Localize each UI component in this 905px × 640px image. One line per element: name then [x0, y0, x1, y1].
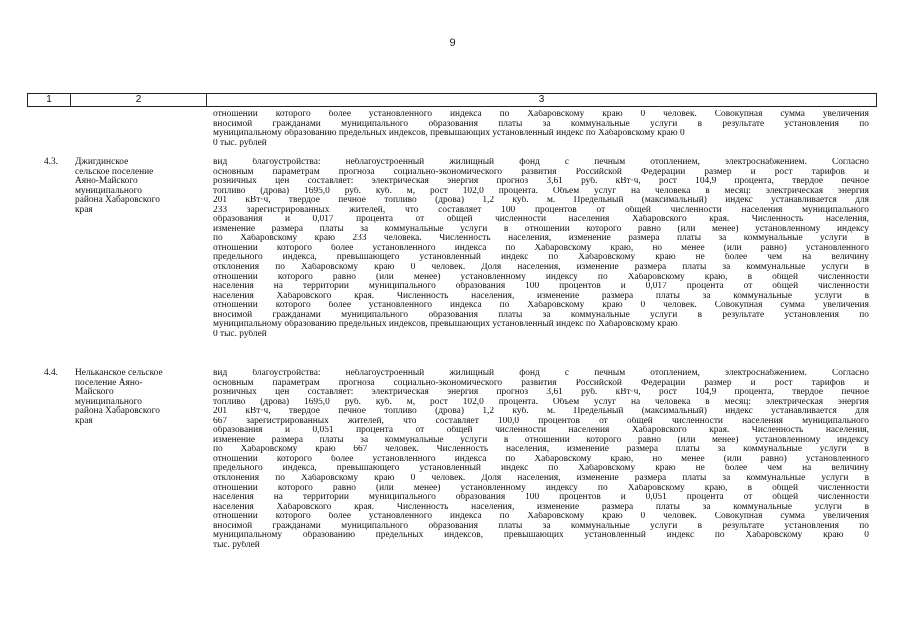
name-line: поселение Аяно- — [75, 377, 143, 388]
name-line: Аяно-Майского — [75, 176, 138, 187]
name-line: края — [75, 415, 93, 426]
text-line: населения Хабаровского края. Численность населения, изменение размера платы за коммунальные услуги в — [213, 291, 869, 301]
text-line: отношении которого более установленного индекса по Хабаровскому краю 0 человек. Совокупная сумма увеличения — [213, 301, 869, 311]
municipality-name — [75, 369, 200, 426]
text-line: муниципальному образованию предельных индексов, превышающих установленный индекс по Хабаровскому краю — [213, 320, 678, 330]
text-line: 201 кВт·ч, твердое печное топливо (дрова) 1,2 куб. м. Предельный (максимальный) индекс устанавливается для — [213, 196, 869, 206]
name-line: сельское поселение — [75, 166, 154, 177]
text-line: населения на территории муниципального образования 100 процентов и 0,017 процента от общей численности — [213, 282, 869, 292]
name-line: края — [75, 204, 93, 215]
text-line: по Хабаровскому краю 233 человека. Численность населения, изменение размера платы за коммунальные услуги в — [213, 234, 869, 244]
name-line: района Хабаровского — [75, 406, 160, 417]
name-line: Нельканское сельское — [75, 368, 163, 378]
row-number: 4.4. — [43, 368, 58, 378]
name-line: Майского — [75, 387, 114, 398]
text-line: вносимой гражданами муниципального образования платы за коммунальные услуги в результате установления по — [213, 521, 869, 531]
text-line: 201 кВт·ч, твердое печное топливо (дрова) 1,2 куб. м. Предельный (максимальный) индекс устанавливается для — [213, 407, 869, 417]
text-line: 667 зарегистрированных жителей, что составляет 100,0 процентов от общей численности населения муниципального — [213, 416, 869, 426]
continuation-text — [213, 110, 869, 148]
row-number: 4.3. — [43, 157, 58, 167]
text-line: отношении которого более установленного индекса по Хабаровскому краю 0 человек. Совокупная сумма увеличения — [213, 110, 869, 119]
text-line: отношении которого равно (или менее) установленному индексу по Хабаровскому краю, в общей численности — [213, 483, 869, 493]
text-line: образования и 0,051 процента от общей численности населения Хабаровского края. Численность населения, — [213, 426, 869, 436]
text-line: основным параметрам прогноза социально-экономического развития Российской Федерации размер и рост тарифов и — [213, 167, 869, 177]
page-number: 9 — [449, 37, 456, 49]
row-description — [213, 369, 869, 550]
text-line: отклонения по Хабаровскому краю 0 человек. Доля населения, изменение размера платы за коммунальные услуги в — [213, 474, 869, 484]
text-line: по Хабаровскому краю 667 человек. Численность населения, изменение размера платы за коммунальные услуги в — [213, 445, 869, 455]
text-line: розничных цен составляет: электрическая энергия прогноз 3,61 руб. кВт·ч, рост 104,9 процента, твердое печное — [213, 177, 869, 187]
name-line: муниципального — [75, 185, 142, 196]
text-line: изменение размера платы за коммунальные услуги в отношении которого равно (или менее) установленному индексу — [213, 435, 869, 445]
text-line: 233 зарегистрированных жителей, что составляет 100 процентов от общей численности населения муниципального — [213, 205, 869, 215]
text-line: муниципальному образованию предельных индексов, превышающих установленный индекс по Хабаровскому краю 0 — [213, 129, 685, 139]
text-line: розничных цен составляет: электрическая энергия прогноз 3,61 руб. кВт·ч, рост 104,9 процента, твердое печное — [213, 388, 869, 398]
text-line: образования и 0,017 процента от общей численности населения Хабаровского края. Численность населения, — [213, 215, 869, 225]
text-line: топливо (дрова) 1695,0 руб. куб. м, рост 102,0 процента. Объем услуг на человека в месяц: электрическая энергия — [213, 186, 869, 196]
name-line: района Хабаровского — [75, 195, 160, 206]
text-line: отношении которого более установленного индекса по Хабаровскому краю, но менее (или равно) установленного — [213, 243, 869, 253]
municipality-name — [75, 158, 200, 215]
text-line: вид благоустройства: неблагоустроенный жилищный фонд с печным отоплением, электроснабжением. Согласно — [213, 369, 869, 378]
name-line: муниципального — [75, 396, 142, 407]
text-line: тыс. рублей — [213, 540, 260, 550]
text-line: топливо (дрова) 1695,0 руб. куб. м, рост 102,0 процента. Объем услуг на человека в месяц: электрическая энергия — [213, 397, 869, 407]
text-line: вид благоустройства: неблагоустроенный жилищный фонд с печным отоплением, электроснабжением. Согласно — [213, 158, 869, 167]
text-line: предельного индекса, превышающего установленный индекс по Хабаровскому краю не более чем на величину — [213, 253, 869, 263]
text-line: отношении которого равно (или менее) установленному индексу по Хабаровскому краю, в общей численности — [213, 272, 869, 282]
text-line: 0 тыс. рублей — [213, 138, 267, 148]
table-header-row — [27, 93, 877, 107]
text-line: отношении которого более установленного индекса по Хабаровскому краю 0 человек. Совокупная сумма увеличения — [213, 512, 869, 522]
table-header-col-3: 3 — [538, 94, 545, 105]
text-line: предельного индекса, превышающего установленный индекс по Хабаровскому краю не более чем на величину — [213, 464, 869, 474]
text-line: вносимой гражданами муниципального образования платы за коммунальные услуги в результате установления по — [213, 310, 869, 320]
text-line: основным параметрам прогноза социально-экономического развития Российской Федерации размер и рост тарифов и — [213, 378, 869, 388]
text-line: отношении которого более установленного индекса по Хабаровскому краю, но менее (или равно) установленного — [213, 454, 869, 464]
text-line: отклонения по Хабаровскому краю 0 человек. Доля населения, изменение размера платы за коммунальные услуги в — [213, 263, 869, 273]
text-line: населения на территории муниципального образования 100 процентов и 0,051 процента от общей численности — [213, 493, 869, 503]
row-description — [213, 158, 869, 339]
text-line: 0 тыс. рублей — [213, 329, 267, 339]
text-line: вносимой гражданами муниципального образования платы за коммунальные услуги в результате установления по — [213, 119, 869, 129]
name-line: Джигдинское — [75, 157, 129, 167]
text-line: муниципальному образованию предельных индексов, превышающих установленный индекс по Хабаровскому краю 0 — [213, 531, 869, 541]
text-line: изменение размера платы за коммунальные услуги в отношении которого равно (или менее) установленному индексу — [213, 224, 869, 234]
table-header-col-1: 1 — [28, 94, 71, 106]
text-line: населения Хабаровского края. Численность населения, изменение размера платы за коммунальные услуги в — [213, 502, 869, 512]
table-header-col-2: 2 — [71, 94, 207, 106]
